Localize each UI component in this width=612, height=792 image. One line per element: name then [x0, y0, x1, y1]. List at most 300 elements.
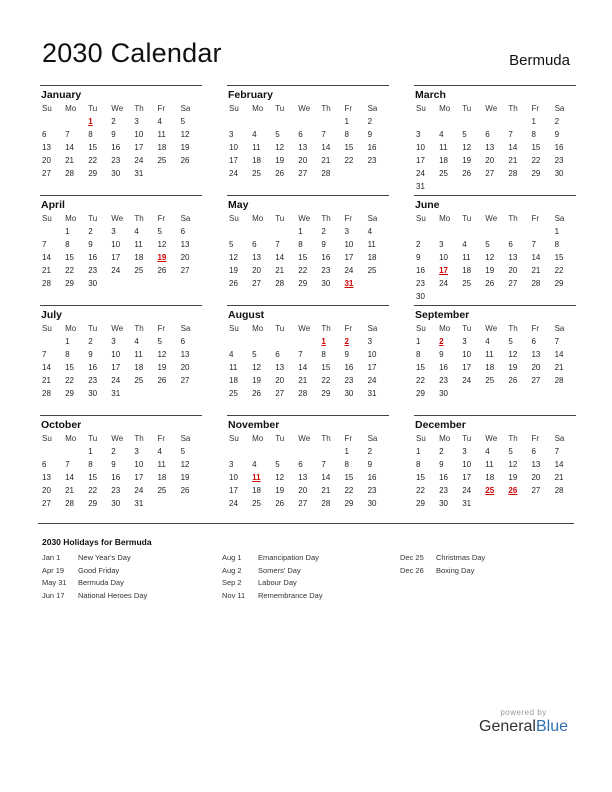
day: 22: [554, 266, 564, 275]
day: 16: [88, 253, 98, 262]
day: 30: [88, 389, 98, 398]
day: 15: [65, 363, 74, 372]
day: 13: [531, 460, 541, 469]
day: 19: [462, 156, 472, 165]
day: 5: [508, 447, 513, 456]
day: 14: [42, 253, 51, 262]
day: 18: [439, 156, 448, 165]
empty-day: [227, 445, 250, 458]
weekday-label: Sa: [367, 324, 378, 333]
weekday-label: Su: [229, 324, 239, 333]
empty-day: [63, 445, 86, 458]
day: 29: [65, 279, 74, 288]
day: 10: [111, 240, 121, 249]
day: 26: [157, 266, 167, 275]
weekday-label: Mo: [252, 104, 264, 113]
empty-day: [460, 225, 483, 238]
day: 23: [344, 376, 354, 385]
weekday-label: Mo: [252, 324, 264, 333]
day: 17: [111, 253, 121, 262]
day: 20: [298, 486, 308, 495]
day: 19: [485, 266, 495, 275]
day: 7: [65, 130, 70, 139]
day: 1: [88, 447, 93, 456]
day: 19: [180, 143, 190, 152]
day: 26: [252, 389, 261, 398]
month-september: [414, 305, 576, 400]
day: 8: [531, 130, 536, 139]
day: 3: [111, 227, 116, 236]
day: 6: [508, 240, 513, 249]
day: 20: [298, 156, 308, 165]
day: 15: [65, 253, 74, 262]
empty-day: [273, 445, 296, 458]
weekday-label: Mo: [439, 324, 451, 333]
weekday-label: Fr: [531, 214, 540, 223]
day: 6: [531, 337, 536, 346]
day: 3: [111, 337, 116, 346]
empty-day: [460, 115, 483, 128]
day: 15: [344, 143, 354, 152]
day: 9: [111, 460, 116, 469]
day: 14: [65, 143, 74, 152]
day: 19: [180, 473, 190, 482]
day: 11: [485, 460, 494, 469]
day: 8: [298, 240, 303, 249]
holiday-row: [42, 590, 217, 603]
day: 19: [275, 156, 285, 165]
day: 16: [88, 363, 98, 372]
day: 21: [321, 486, 331, 495]
weekday-label: Th: [134, 104, 144, 113]
day: 12: [508, 460, 518, 469]
day: 11: [157, 460, 166, 469]
day: 28: [65, 499, 74, 508]
day: 29: [416, 389, 425, 398]
day: 10: [134, 130, 144, 139]
day: 8: [416, 460, 421, 469]
day: 3: [229, 460, 234, 469]
month-february: [227, 85, 389, 180]
day: 21: [42, 266, 51, 275]
day: 8: [88, 130, 93, 139]
day: 25: [462, 279, 472, 288]
day: 29: [344, 499, 354, 508]
day: 10: [111, 350, 121, 359]
holiday-date: Sep 2: [222, 578, 242, 587]
holiday-date: Dec 26: [400, 565, 424, 575]
weekday-label: Fr: [531, 324, 540, 333]
day: 9: [88, 240, 93, 249]
day: 25: [252, 169, 261, 178]
day: 23: [111, 156, 121, 165]
weekday-label: Th: [321, 104, 331, 113]
day: 18: [134, 363, 144, 372]
month-days-grid: [414, 102, 576, 193]
empty-day: [529, 225, 552, 238]
weekday-label: Th: [508, 434, 518, 443]
holiday-column: [42, 552, 217, 602]
day: 6: [180, 227, 186, 236]
weekday-label: We: [298, 104, 311, 113]
day: 5: [229, 240, 234, 249]
holiday-name: Boxing Day: [436, 565, 475, 575]
day: 22: [416, 376, 425, 385]
day: 6: [275, 350, 280, 359]
weekday-label: Tu: [275, 324, 285, 333]
month-days-grid: [40, 212, 202, 290]
holiday-date: Aug 2: [222, 565, 242, 575]
weekday-label: Mo: [65, 104, 77, 113]
holiday-row: [222, 577, 397, 590]
day: 27: [180, 376, 190, 385]
day: 24: [462, 486, 472, 495]
day: 25: [439, 169, 448, 178]
day: 19: [508, 363, 518, 372]
day: 13: [298, 143, 308, 152]
day: 12: [157, 240, 167, 249]
day: 15: [88, 473, 98, 482]
day: 26: [462, 169, 472, 178]
day: 8: [344, 460, 349, 469]
day: 1: [416, 337, 421, 346]
holidays-title: 2030 Holidays for Bermuda: [42, 537, 152, 547]
holiday-date: Jan 1: [42, 553, 61, 562]
day: 28: [321, 169, 331, 178]
day: 7: [65, 460, 70, 469]
day: 13: [180, 350, 190, 359]
holiday-day: 31: [344, 279, 354, 288]
empty-day: [273, 335, 296, 348]
day: 16: [416, 266, 425, 275]
day: 19: [275, 486, 285, 495]
day: 27: [275, 389, 285, 398]
day: 13: [508, 253, 518, 262]
day: 6: [298, 460, 303, 469]
day: 15: [298, 253, 308, 262]
day: 4: [134, 227, 139, 236]
day: 25: [134, 376, 144, 385]
day: 22: [416, 486, 425, 495]
month-divider: [414, 85, 576, 86]
day: 18: [157, 473, 167, 482]
day: 15: [416, 473, 425, 482]
day: 7: [508, 130, 513, 139]
day: 3: [229, 130, 234, 139]
day: 12: [229, 253, 238, 262]
day: 6: [42, 130, 47, 139]
day: 25: [134, 266, 144, 275]
day: 29: [321, 389, 331, 398]
month-days-grid: [40, 432, 202, 510]
day: 5: [508, 337, 513, 346]
day: 26: [275, 499, 285, 508]
day: 14: [275, 253, 285, 262]
day: 22: [531, 156, 541, 165]
day: 11: [462, 253, 471, 262]
day: 5: [252, 350, 257, 359]
day: 14: [298, 363, 308, 372]
weekday-label: Tu: [88, 434, 98, 443]
month-divider: [227, 305, 389, 306]
day: 16: [111, 473, 121, 482]
day: 14: [65, 473, 74, 482]
weekday-label: Su: [416, 214, 426, 223]
month-december: [414, 415, 576, 510]
weekday-label: Th: [508, 324, 518, 333]
day: 30: [344, 389, 354, 398]
empty-day: [273, 225, 296, 238]
empty-day: [483, 115, 506, 128]
day: 10: [229, 143, 238, 152]
day: 14: [508, 143, 518, 152]
weekday-label: Su: [42, 324, 52, 333]
day: 20: [180, 363, 190, 372]
empty-day: [250, 225, 273, 238]
empty-day: [483, 225, 506, 238]
day: 30: [88, 279, 98, 288]
day: 17: [367, 363, 377, 372]
day: 28: [42, 279, 51, 288]
day: 7: [42, 240, 47, 249]
month-divider: [227, 85, 389, 86]
empty-day: [227, 225, 250, 238]
day: 17: [462, 473, 472, 482]
day: 5: [462, 130, 467, 139]
month-divider: [227, 415, 389, 416]
holiday-row: [400, 552, 575, 565]
day: 2: [367, 447, 373, 456]
day: 30: [439, 499, 448, 508]
day: 8: [88, 460, 93, 469]
brand-name-part1: General: [479, 718, 536, 735]
weekday-label: Fr: [344, 214, 353, 223]
day: 1: [531, 117, 536, 126]
weekday-label: Sa: [554, 104, 565, 113]
day: 11: [157, 130, 166, 139]
divider: [38, 523, 574, 524]
weekday-label: Fr: [157, 434, 166, 443]
day: 12: [485, 253, 495, 262]
weekday-label: We: [111, 434, 124, 443]
day: 24: [416, 169, 425, 178]
holiday-name: New Year's Day: [78, 553, 131, 562]
weekday-label: Fr: [344, 324, 353, 333]
empty-day: [506, 225, 529, 238]
day: 2: [416, 240, 421, 249]
weekday-label: Fr: [344, 104, 353, 113]
day: 9: [88, 350, 93, 359]
day: 4: [485, 337, 490, 346]
day: 3: [462, 337, 467, 346]
day: 24: [344, 266, 354, 275]
weekday-label: We: [485, 324, 498, 333]
day: 24: [462, 376, 472, 385]
weekday-label: Tu: [462, 104, 472, 113]
day: 22: [65, 376, 74, 385]
day: 16: [321, 253, 331, 262]
month-divider: [227, 195, 389, 196]
month-june: [414, 195, 576, 303]
weekday-label: Mo: [439, 434, 451, 443]
day: 5: [275, 460, 280, 469]
holiday-day: 2: [439, 337, 444, 346]
day: 24: [439, 279, 448, 288]
weekday-label: Fr: [344, 434, 353, 443]
month-divider: [414, 415, 576, 416]
month-name: November: [228, 419, 280, 431]
weekday-label: We: [485, 214, 498, 223]
day: 20: [42, 156, 51, 165]
day: 29: [65, 389, 74, 398]
day: 8: [65, 350, 70, 359]
day: 10: [134, 460, 144, 469]
day: 16: [554, 143, 564, 152]
month-name: August: [228, 309, 265, 321]
empty-day: [273, 115, 296, 128]
day: 24: [134, 156, 144, 165]
day: 28: [298, 389, 308, 398]
day: 16: [367, 473, 377, 482]
month-name: May: [228, 199, 249, 211]
day: 12: [157, 350, 167, 359]
holiday-name: Somers' Day: [258, 565, 301, 575]
day: 29: [88, 169, 98, 178]
weekday-label: Sa: [180, 324, 191, 333]
day: 24: [111, 266, 121, 275]
weekday-label: Sa: [367, 214, 378, 223]
month-august: [227, 305, 389, 400]
day: 10: [416, 143, 425, 152]
weekday-label: Su: [416, 104, 426, 113]
day: 18: [229, 376, 238, 385]
month-divider: [40, 85, 202, 86]
month-days-grid: [227, 322, 389, 400]
day: 1: [298, 227, 303, 236]
day: 15: [531, 143, 541, 152]
day: 23: [88, 266, 98, 275]
holiday-row: [42, 577, 217, 590]
weekday-label: Sa: [554, 324, 565, 333]
weekday-label: Sa: [180, 214, 191, 223]
month-days-grid: [414, 212, 576, 303]
day: 21: [508, 156, 518, 165]
day: 12: [508, 350, 518, 359]
holiday-day: 25: [485, 486, 495, 495]
month-november: [227, 415, 389, 510]
empty-day: [250, 445, 273, 458]
day: 16: [439, 363, 448, 372]
weekday-label: Fr: [531, 434, 540, 443]
month-name: July: [41, 309, 63, 321]
day: 18: [367, 253, 377, 262]
day: 18: [252, 486, 261, 495]
day: 10: [462, 460, 472, 469]
weekday-label: Mo: [65, 434, 77, 443]
day: 15: [416, 363, 425, 372]
day: 26: [508, 376, 518, 385]
day: 17: [462, 363, 472, 372]
holiday-date: Apr 19: [42, 565, 65, 575]
day: 12: [180, 130, 190, 139]
day: 10: [439, 253, 448, 262]
weekday-label: Th: [134, 324, 144, 333]
brand-name: [479, 718, 568, 736]
day: 20: [42, 486, 51, 495]
day: 31: [111, 389, 121, 398]
month-divider: [414, 305, 576, 306]
brand-logo: [479, 708, 568, 736]
day: 2: [88, 337, 93, 346]
month-name: January: [41, 89, 82, 101]
day: 27: [531, 376, 541, 385]
day: 20: [531, 473, 541, 482]
holiday-day: 1: [88, 117, 93, 126]
day: 4: [485, 447, 490, 456]
day: 28: [554, 486, 564, 495]
day: 9: [367, 460, 373, 469]
day: 5: [157, 337, 162, 346]
day: 2: [321, 227, 326, 236]
holiday-row: [222, 552, 397, 565]
holiday-date: Nov 11: [222, 590, 246, 600]
day: 14: [321, 143, 331, 152]
day: 12: [462, 143, 472, 152]
day: 28: [321, 499, 331, 508]
month-divider: [40, 195, 202, 196]
month-days-grid: [227, 212, 389, 290]
empty-day: [227, 115, 250, 128]
day: 10: [367, 350, 377, 359]
holiday-name: Emancipation Day: [258, 553, 319, 562]
day: 2: [439, 447, 444, 456]
day: 31: [416, 182, 425, 191]
holiday-day: 1: [321, 337, 326, 346]
day: 25: [229, 389, 238, 398]
day: 3: [462, 447, 467, 456]
day: 6: [531, 447, 536, 456]
holiday-name: Christmas Day: [436, 553, 486, 562]
day: 30: [321, 279, 331, 288]
day: 23: [416, 279, 425, 288]
weekday-label: Tu: [462, 434, 472, 443]
day: 17: [229, 486, 238, 495]
day: 1: [344, 117, 349, 126]
day: 12: [275, 143, 285, 152]
day: 31: [134, 169, 144, 178]
day: 21: [298, 376, 308, 385]
day: 7: [554, 447, 560, 456]
day: 16: [367, 143, 377, 152]
weekday-label: We: [111, 214, 124, 223]
empty-day: [40, 445, 63, 458]
holiday-day: 2: [344, 337, 349, 346]
day: 4: [252, 460, 257, 469]
month-march: [414, 85, 576, 193]
day: 4: [439, 130, 444, 139]
day: 23: [554, 156, 564, 165]
day: 27: [42, 499, 51, 508]
country-name: Bermuda: [509, 52, 570, 69]
holiday-name: Bermuda Day: [78, 578, 124, 587]
day: 12: [180, 460, 190, 469]
day: 17: [134, 143, 144, 152]
day: 9: [554, 130, 560, 139]
weekday-label: Th: [508, 104, 518, 113]
weekday-label: Fr: [157, 104, 166, 113]
powered-by-text: powered by: [500, 708, 547, 717]
day: 15: [321, 363, 331, 372]
